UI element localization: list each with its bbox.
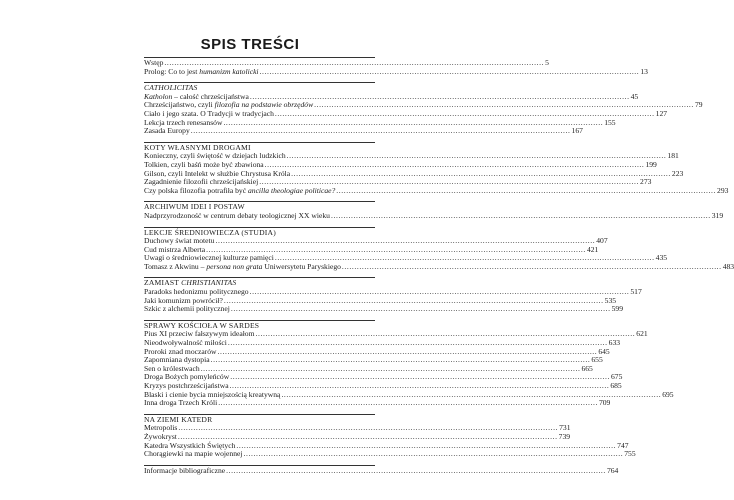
toc-section [144,465,619,476]
entry-title-text: Droga Bożych pomyleńców [144,372,230,382]
dot-leader [218,399,598,408]
entry-title-text: Paradoks hedonizmu politycznego [144,287,249,297]
dot-leader [260,68,640,77]
toc-section [144,142,729,196]
section-heading-text: SPRAWY KOŚCIOŁA W SARDES [144,320,260,330]
entry-title-text: Ciało i jego szata. O Tradycji w tradycjach [144,108,274,118]
toc-section [144,82,703,136]
section-heading-text: ARCHIWUM IDEI I POSTAW [144,202,245,212]
entry-title-text: Blaski i cienie bycia mniejszością kreatywną [144,389,281,399]
entry-title-text: Inna droga Trzech Króli [144,398,218,408]
page-number: 747 [617,440,629,450]
page-number: 5 [545,58,549,67]
page-number: 739 [558,431,571,441]
page-number: 223 [671,168,684,178]
entry-title-text: – całość chrześcijaństwa [172,91,249,101]
entry-title [144,450,242,459]
entry-title-text: Tolkien, czyli baśń może być zbawiona [144,159,264,169]
toc-section [144,320,674,408]
toc-entry [144,210,724,221]
toc-section [144,227,734,272]
page-number: 435 [655,253,668,263]
section-heading-text: CATHOLICITAS [144,83,198,93]
entry-title [144,68,259,77]
page-number: 633 [608,338,621,348]
page-number: 695 [662,389,674,399]
entry-title-emphasis: Katholon [144,91,173,101]
entry-title-emphasis: ancilla theologiae politicae? [247,185,336,195]
page-number: 665 [581,363,593,373]
entry-title-text: Żywokryst [144,431,177,441]
page-number: 127 [655,108,668,118]
entry-title-emphasis: persona non grata [206,261,263,271]
toc-section [144,414,636,459]
entry-title [144,399,217,408]
entry-title-text: Wstęp [144,58,164,67]
page-number: 731 [559,423,571,433]
entry-title-text: Informacje bibliograficzne [144,465,226,475]
page-number: 535 [604,295,617,305]
toc-entry [144,465,619,476]
entry-title-text: Chorągiewki na mapie wojennej [144,449,243,459]
section-heading-text: NA ZIEMI KATEDR [144,414,213,424]
entry-title [144,467,225,476]
entry-title [144,305,230,314]
entry-title-text: Zapomniana dystopia [144,355,210,365]
section-heading-text: KOTY WŁASNYMI DROGAMI [144,142,251,152]
entry-title [144,263,341,272]
page-number: 167 [571,126,583,136]
page-number: 483 [722,261,734,271]
toc-entry [144,66,648,77]
page-title: SPIS TREŚCI [200,36,300,53]
dot-leader [226,467,606,476]
entry-title-text: Duchowy świat motetu [144,236,215,246]
entry-title-text: Nieodwoływalność miłości [144,338,227,348]
dot-leader [342,263,722,272]
page-number: 755 [624,449,636,459]
page-number: 645 [598,346,610,356]
entry-title-text: Chrześcijaństwo, czyli [144,100,215,110]
toc-entry [144,126,583,136]
page-number: 421 [586,244,599,254]
section-heading-text: ZAMIAST [144,278,182,288]
page-number: 79 [694,100,703,110]
entry-title [144,127,190,136]
entry-title-text: Konieczny, czyli świętość w dziejach ludzkich [144,151,286,161]
dot-leader [191,127,571,136]
page-number: 273 [640,177,652,187]
entry-title-text: Kryzys postchrześcijaństwa [144,381,229,390]
page-number: 764 [606,465,619,475]
page-number: 621 [636,329,648,339]
toc-section [144,277,642,314]
entry-title-text: Katedra Wszystkich Świętych [144,440,236,450]
entry-title-text: Uwagi o średniowiecznej kulturze pamięci [144,253,274,263]
dot-leader [336,187,716,196]
page-number: 655 [591,355,603,365]
toc-section [144,201,724,220]
toc-entry [144,261,734,272]
entry-title-text: Czy polska filozofia potrafiła być [144,185,248,195]
entry-title-text: Uniwersytetu Paryskiego [262,261,341,271]
entry-title-text: Sen o królestwach [144,363,200,373]
toc-entry [144,398,611,408]
entry-title-text: Gilson, czyli Intelekt w służbie Chrystusa Króla [144,168,291,178]
page-number: 319 [711,210,724,220]
toc-entry [144,304,623,314]
dot-leader [231,305,611,314]
section-heading-emphasis: CHRISTIANITAS [181,278,237,288]
entry-title-text: Tomasz z Akwinu – [144,261,207,271]
entry-title-text: Lekcja trzech renesansów [144,117,223,127]
page-number: 199 [645,159,657,169]
page-number: 181 [667,151,679,161]
page-number: 45 [630,91,639,101]
entry-title-emphasis: humanizm katolicki [199,66,259,76]
page-number: 293 [717,185,729,195]
entry-title-text: Zasada Europy [144,126,190,136]
entry-title-text: Szkic z alchemii politycznej [144,304,230,314]
page-number: 599 [611,304,623,314]
page-number: 407 [596,236,608,246]
dot-leader [243,450,623,459]
entry-title-text: Proroki znad moczarów [144,346,217,356]
toc-section [144,57,648,76]
entry-title-text: Pius XI przeciw fałszywym ideałom [144,329,255,339]
toc-entry [144,185,729,196]
toc-entry [144,449,636,459]
entry-title [144,187,335,196]
entry-title-text: Nadprzyrodzoność w centrum debaty teologicznej XX wieku [144,210,330,220]
page-number: 709 [598,398,611,408]
page-number: 13 [640,66,648,76]
entry-title-text: Cud mistrza Alberta [144,244,206,254]
dot-leader [331,212,711,221]
entry-title-text: Metropolis [144,423,178,433]
entry-title [144,212,330,221]
table-of-contents [144,57,734,475]
page-number: 517 [630,287,642,297]
page-number: 155 [604,117,616,127]
entry-title-text: Jaki komunizm powrócił? [144,295,223,305]
section-heading-text: LEKCJE ŚREDNIOWIECZA (STUDIA) [144,227,276,237]
entry-title-emphasis: filozofia na podstawie obrzędów [214,100,314,110]
page-number: 685 [610,381,622,390]
page-number: 675 [610,372,623,382]
entry-title-text: Zagadnienie filozofii chrześcijańskiej [144,177,259,187]
entry-title-text: Prolog: Co to jest [144,66,200,76]
